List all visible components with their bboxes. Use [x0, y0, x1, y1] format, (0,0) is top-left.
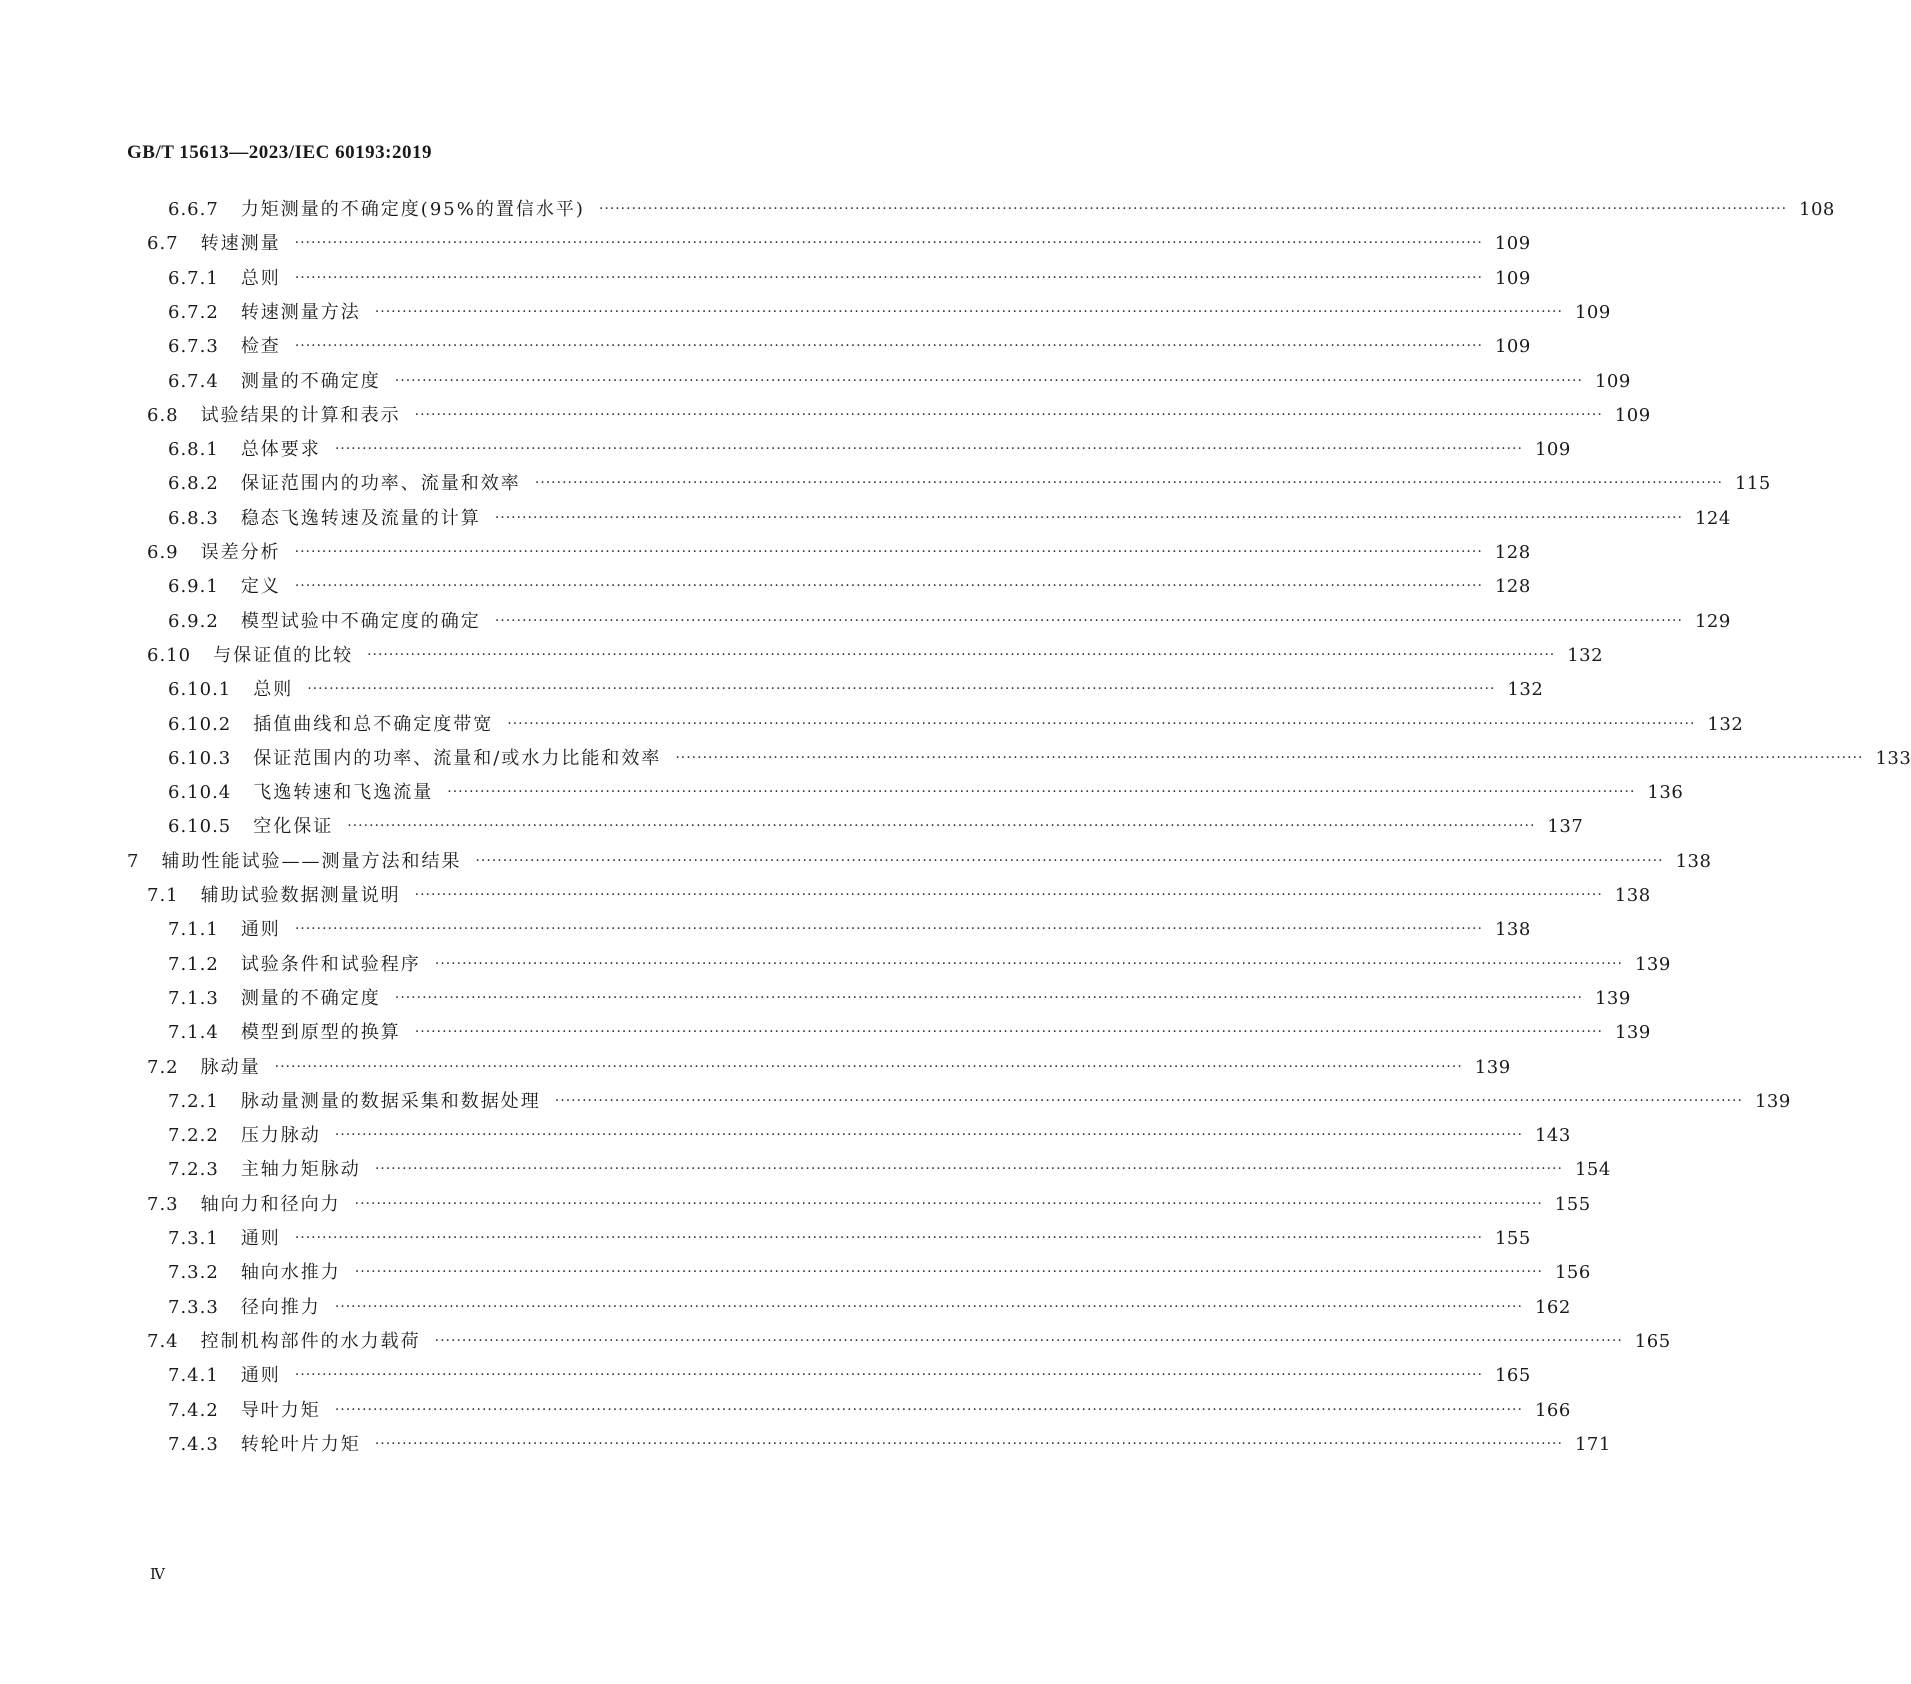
dot-leader [347, 808, 1535, 845]
toc-entry-page-number: 109 [1594, 370, 1631, 392]
toc-entry[interactable] [0, 191, 1835, 228]
dot-leader [507, 706, 1695, 743]
toc-entry-title: 转速测量 [200, 233, 281, 255]
toc-entry-page-number: 139 [1754, 1090, 1791, 1112]
dot-leader [599, 191, 1787, 228]
dot-leader [335, 1117, 1523, 1154]
toc-entry-page-number: 132 [1707, 713, 1744, 735]
toc-entry-number: 6.7.3 [168, 336, 219, 358]
dot-leader [335, 1289, 1523, 1326]
toc-entry-number: 6.10 [147, 644, 192, 666]
dot-leader [495, 500, 1683, 537]
dot-leader [355, 1186, 1543, 1223]
dot-leader [335, 1392, 1523, 1429]
toc-entry-page-number: 109 [1494, 233, 1531, 255]
toc-entry-number: 7.3.3 [168, 1296, 219, 1318]
toc-entry-page-number: 133 [1875, 747, 1911, 769]
dot-leader [335, 431, 1523, 468]
dot-leader [395, 363, 1583, 400]
toc-entry[interactable] [0, 740, 1911, 777]
toc-entry-number: 6.8.2 [168, 473, 219, 495]
toc-entry-title: 总体要求 [240, 439, 321, 461]
toc-entry-title: 模型试验中不确定度的确定 [240, 610, 481, 632]
dot-leader [395, 980, 1583, 1017]
toc-entry-page-number: 136 [1647, 782, 1684, 804]
toc-entry-title: 飞逸转速和飞逸流量 [253, 782, 434, 804]
toc-entry[interactable] [0, 568, 1531, 605]
toc-entry-title: 径向推力 [240, 1296, 321, 1318]
toc-entry-page-number: 138 [1675, 850, 1712, 872]
toc-entry-number: 6.9.1 [168, 576, 219, 598]
toc-entry[interactable] [0, 328, 1531, 365]
dot-leader [295, 911, 1483, 948]
toc-entry[interactable] [0, 808, 1584, 845]
toc-entry-title: 空化保证 [253, 816, 334, 838]
toc-entry-page-number: 165 [1634, 1330, 1671, 1352]
toc-entry-title: 主轴力矩脉动 [240, 1159, 361, 1181]
dot-leader [355, 1254, 1543, 1291]
toc-entry[interactable] [0, 397, 1651, 434]
toc-entry-page-number: 139 [1614, 1022, 1651, 1044]
toc-entry-page-number: 162 [1534, 1296, 1571, 1318]
toc-entry-page-number: 132 [1507, 679, 1544, 701]
toc-entry-number: 6.10.1 [168, 679, 232, 701]
toc-entry[interactable] [0, 671, 1544, 708]
toc-entry-page-number: 115 [1734, 473, 1771, 495]
toc-entry-title: 通则 [240, 919, 281, 941]
toc-entry-page-number: 109 [1494, 267, 1531, 289]
toc-entry-number: 7.2.3 [168, 1159, 219, 1181]
toc-entry-number: 7.3.2 [168, 1262, 219, 1284]
dot-leader [435, 946, 1623, 983]
toc-entry[interactable] [0, 1186, 1591, 1223]
toc-entry-page-number: 128 [1494, 542, 1531, 563]
dot-leader [295, 1357, 1483, 1394]
toc-entry[interactable] [0, 1426, 1611, 1463]
dot-leader [415, 877, 1603, 914]
toc-entry-title: 插值曲线和总不确定度带宽 [253, 713, 494, 735]
dot-leader [295, 225, 1483, 262]
toc-entry[interactable] [0, 946, 1671, 983]
toc-entry-number: 6.10.2 [168, 713, 232, 735]
dot-leader [307, 671, 1495, 708]
toc-entry-title: 定义 [240, 576, 281, 598]
toc-entry-page-number: 124 [1694, 507, 1731, 529]
toc-entry[interactable] [0, 1357, 1531, 1394]
toc-entry-title: 测量的不确定度 [240, 987, 381, 1009]
toc-entry-title: 保证范围内的功率、流量和/或水力比能和效率 [253, 747, 662, 769]
dot-leader [535, 465, 1723, 502]
toc-entry[interactable] [0, 877, 1651, 914]
toc-entry-page-number: 154 [1574, 1159, 1611, 1181]
toc-entry-page-number: 155 [1494, 1228, 1531, 1249]
toc-entry-number: 6.9 [147, 542, 179, 563]
toc-entry-number: 7.3.1 [168, 1228, 219, 1249]
toc-entry-title: 试验结果的计算和表示 [200, 404, 401, 426]
toc-entry-title: 轴向力和径向力 [200, 1193, 341, 1215]
toc-entry-number: 7.1.1 [168, 919, 219, 941]
toc-entry-title: 通则 [240, 1365, 281, 1387]
toc-entry-page-number: 109 [1614, 404, 1651, 426]
dot-leader [675, 740, 1863, 777]
toc-entry-title: 总则 [240, 267, 281, 289]
toc-entry-number: 7.2.2 [168, 1125, 219, 1147]
dot-leader [415, 1014, 1603, 1051]
toc-entry-title: 稳态飞逸转速及流量的计算 [240, 507, 481, 529]
dot-leader [447, 774, 1635, 811]
toc-entry-number: 6.7.4 [168, 370, 219, 392]
dot-leader [415, 397, 1603, 434]
toc-entry[interactable] [0, 1117, 1571, 1154]
toc-entry-title: 检查 [240, 336, 281, 358]
toc-entry-page-number: 156 [1554, 1262, 1591, 1284]
toc-entry[interactable] [0, 294, 1611, 331]
toc-entry-number: 7.2.1 [168, 1090, 219, 1112]
dot-leader [495, 603, 1683, 640]
toc-entry-page-number: 128 [1494, 576, 1531, 598]
toc-entry-title: 试验条件和试验程序 [240, 953, 421, 975]
toc-entry-number: 7.1.2 [168, 953, 219, 975]
dot-leader [435, 1323, 1623, 1360]
toc-entry[interactable] [0, 1049, 1511, 1086]
toc-entry-title: 脉动量 [200, 1056, 261, 1078]
toc-entry-number: 6.8.1 [168, 439, 219, 461]
toc-entry[interactable] [0, 465, 1771, 502]
dot-leader [295, 568, 1483, 605]
toc-entry-page-number: 139 [1634, 953, 1671, 975]
toc-entry-page-number: 132 [1567, 644, 1604, 666]
toc-entry-page-number: 138 [1494, 919, 1531, 941]
toc-entry[interactable] [0, 1392, 1571, 1429]
toc-entry-page-number: 143 [1534, 1125, 1571, 1147]
toc-entry[interactable] [0, 431, 1571, 468]
toc-entry-title: 力矩测量的不确定度(95%的置信水平) [240, 199, 585, 220]
toc-entry-number: 7.1.3 [168, 987, 219, 1009]
dot-leader [367, 637, 1555, 674]
toc-entry-title: 总则 [253, 679, 294, 701]
toc-entry-number: 6.8.3 [168, 507, 219, 529]
toc-entry-number: 6.6.7 [168, 199, 219, 220]
toc-entry-number: 7.4.3 [168, 1433, 219, 1455]
toc-entry-title: 模型到原型的换算 [240, 1022, 401, 1044]
toc-entry-page-number: 138 [1614, 885, 1651, 906]
toc-entry[interactable] [0, 1220, 1531, 1257]
toc-entry-number: 7 [127, 850, 140, 872]
toc-entry-page-number: 129 [1694, 610, 1731, 632]
toc-entry[interactable] [0, 1289, 1571, 1326]
toc-entry-page-number: 109 [1574, 301, 1611, 323]
toc-entry-title: 辅助试验数据测量说明 [200, 885, 401, 906]
toc-entry-title: 控制机构部件的水力载荷 [200, 1330, 421, 1352]
toc-entry-number: 7.1 [147, 885, 179, 906]
toc-entry[interactable] [0, 500, 1731, 537]
toc-entry[interactable] [0, 260, 1531, 297]
toc-entry[interactable] [0, 1083, 1791, 1120]
toc-entry-number: 6.10.4 [168, 782, 232, 804]
toc-entry-page-number: 109 [1534, 439, 1571, 461]
toc-entry[interactable] [0, 1323, 1671, 1360]
toc-entry-number: 6.8 [147, 404, 179, 426]
toc-entry-title: 保证范围内的功率、流量和效率 [240, 473, 521, 495]
toc-entry-title: 转速测量方法 [240, 301, 361, 323]
toc-entry-number: 6.9.2 [168, 610, 219, 632]
dot-leader [375, 1426, 1563, 1463]
toc-entry-title: 导叶力矩 [240, 1399, 321, 1421]
toc-entry-page-number: 137 [1547, 816, 1584, 838]
standard-code-header: GB/T 15613—2023/IEC 60193:2019 [127, 142, 432, 163]
toc-entry-number: 6.10.3 [168, 747, 232, 769]
toc-entry-title: 与保证值的比较 [213, 644, 354, 666]
dot-leader [375, 294, 1563, 331]
toc-entry[interactable] [0, 706, 1744, 743]
toc-entry[interactable] [0, 911, 1531, 948]
toc-entry-title: 转轮叶片力矩 [240, 1433, 361, 1455]
toc-entry-title: 轴向水推力 [240, 1262, 341, 1284]
toc-entry-page-number: 139 [1474, 1056, 1511, 1078]
dot-leader [295, 534, 1483, 571]
toc-entry-title: 脉动量测量的数据采集和数据处理 [240, 1090, 541, 1112]
dot-leader [375, 1151, 1563, 1188]
toc-entry-number: 6.10.5 [168, 816, 232, 838]
toc-entry[interactable] [0, 1014, 1651, 1051]
toc-entry-number: 6.7.1 [168, 267, 219, 289]
toc-entry-page-number: 165 [1494, 1365, 1531, 1387]
toc-entry-number: 7.2 [147, 1056, 179, 1078]
toc-entry-title: 辅助性能试验——测量方法和结果 [161, 850, 462, 872]
dot-leader [275, 1049, 1463, 1086]
toc-entry-number: 7.1.4 [168, 1022, 219, 1044]
toc-entry-page-number: 109 [1494, 336, 1531, 358]
page-number-footer: Ⅳ [150, 1565, 165, 1583]
toc-entry[interactable] [0, 534, 1531, 571]
toc-entry-number: 7.4 [147, 1330, 179, 1352]
toc-entry-number: 7.4.2 [168, 1399, 219, 1421]
dot-leader [295, 328, 1483, 365]
toc-entry[interactable] [0, 1254, 1591, 1291]
toc-entry-page-number: 166 [1534, 1399, 1571, 1421]
toc-entry[interactable] [0, 363, 1631, 400]
toc-entry[interactable] [0, 843, 1712, 880]
toc-entry[interactable] [0, 774, 1684, 811]
dot-leader [555, 1083, 1743, 1120]
toc-entry[interactable] [0, 637, 1604, 674]
toc-entry-title: 压力脉动 [240, 1125, 321, 1147]
dot-leader [475, 843, 1663, 880]
dot-leader [295, 1220, 1483, 1257]
toc-entry-number: 6.7.2 [168, 301, 219, 323]
toc-entry-title: 误差分析 [200, 542, 281, 563]
toc-entry-number: 7.4.1 [168, 1365, 219, 1387]
toc-entry-page-number: 155 [1554, 1193, 1591, 1215]
toc-entry[interactable] [0, 980, 1631, 1017]
dot-leader [295, 260, 1483, 297]
toc-entry-title: 测量的不确定度 [240, 370, 381, 392]
toc-entry-page-number: 108 [1799, 199, 1835, 220]
toc-entry-number: 6.7 [147, 233, 179, 255]
toc-entry[interactable] [0, 225, 1531, 262]
toc-entry[interactable] [0, 1151, 1611, 1188]
toc-entry[interactable] [0, 603, 1731, 640]
toc-entry-page-number: 139 [1594, 987, 1631, 1009]
toc-entry-title: 通则 [240, 1228, 281, 1249]
toc-entry-page-number: 171 [1574, 1433, 1611, 1455]
toc-entry-number: 7.3 [147, 1193, 179, 1215]
